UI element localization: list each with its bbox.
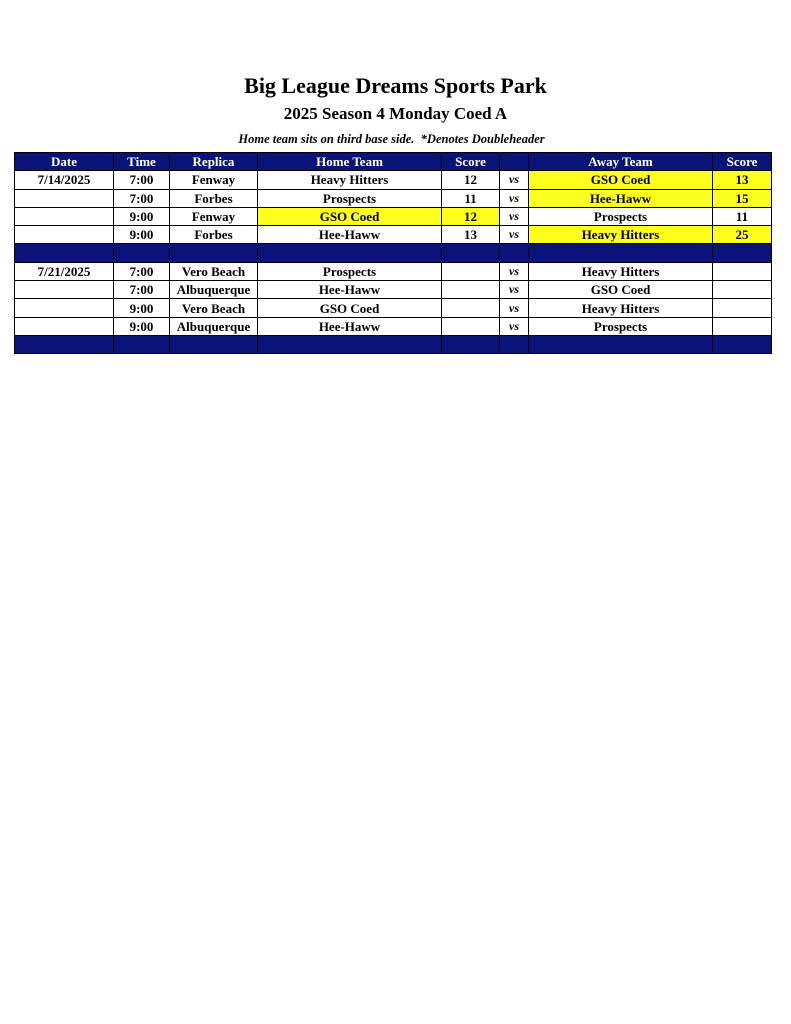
schedule-table	[14, 152, 772, 354]
replica-cell: Fenway	[170, 207, 258, 225]
replica-cell: Vero Beach	[170, 262, 258, 280]
column-header-date: Date	[15, 153, 114, 171]
home-team-cell: Prospects	[258, 262, 442, 280]
date-cell	[15, 317, 114, 335]
home-team-cell: Hee-Haww	[258, 226, 442, 244]
away-team-cell: Heavy Hitters	[529, 299, 713, 317]
column-header-replica: Replica	[170, 153, 258, 171]
column-header-home-team: Home Team	[258, 153, 442, 171]
separator-cell	[529, 244, 713, 262]
home-score-cell: 12	[442, 207, 500, 225]
vs-cell: vs	[500, 171, 529, 189]
column-header-away-team: Away Team	[529, 153, 713, 171]
time-cell: 9:00	[114, 226, 170, 244]
separator-cell	[258, 335, 442, 353]
replica-cell: Forbes	[170, 226, 258, 244]
schedule-body	[15, 171, 772, 354]
replica-cell: Albuquerque	[170, 317, 258, 335]
date-cell	[15, 226, 114, 244]
week-separator-row	[15, 335, 772, 353]
time-cell: 7:00	[114, 171, 170, 189]
home-team-cell: GSO Coed	[258, 299, 442, 317]
home-team-cell: GSO Coed	[258, 207, 442, 225]
game-row	[15, 207, 772, 225]
away-team-cell: Heavy Hitters	[529, 226, 713, 244]
away-team-cell: GSO Coed	[529, 171, 713, 189]
header-row	[15, 153, 772, 171]
vs-cell: vs	[500, 207, 529, 225]
separator-cell	[170, 335, 258, 353]
date-cell: 7/14/2025	[15, 171, 114, 189]
home-score-cell: 11	[442, 189, 500, 207]
vs-cell: vs	[500, 281, 529, 299]
away-team-cell: Heavy Hitters	[529, 262, 713, 280]
separator-cell	[170, 244, 258, 262]
vs-cell: vs	[500, 299, 529, 317]
schedule-note: Home team sits on third base side. *Denotes Doubleheader	[238, 132, 545, 146]
time-cell: 9:00	[114, 299, 170, 317]
away-score-cell: 13	[713, 171, 772, 189]
home-score-cell	[442, 262, 500, 280]
home-team-cell: Hee-Haww	[258, 317, 442, 335]
separator-cell	[442, 335, 500, 353]
home-team-cell: Hee-Haww	[258, 281, 442, 299]
away-team-cell: Hee-Haww	[529, 189, 713, 207]
date-cell: 7/21/2025	[15, 262, 114, 280]
home-team-cell: Prospects	[258, 189, 442, 207]
vs-cell: vs	[500, 189, 529, 207]
date-cell	[15, 281, 114, 299]
separator-cell	[500, 335, 529, 353]
away-score-cell: 15	[713, 189, 772, 207]
away-score-cell: 25	[713, 226, 772, 244]
separator-cell	[258, 244, 442, 262]
game-row	[15, 189, 772, 207]
home-team-cell: Heavy Hitters	[258, 171, 442, 189]
replica-cell: Forbes	[170, 189, 258, 207]
separator-cell	[500, 244, 529, 262]
vs-cell: vs	[500, 226, 529, 244]
page-subtitle: 2025 Season 4 Monday Coed A	[283, 104, 508, 123]
week-separator-row	[15, 244, 772, 262]
separator-cell	[114, 335, 170, 353]
game-row	[15, 262, 772, 280]
replica-cell: Albuquerque	[170, 281, 258, 299]
separator-cell	[15, 335, 114, 353]
time-cell: 7:00	[114, 189, 170, 207]
vs-cell: vs	[500, 317, 529, 335]
page-title: Big League Dreams Sports Park	[244, 73, 547, 98]
separator-cell	[114, 244, 170, 262]
date-cell	[15, 189, 114, 207]
away-score-cell	[713, 281, 772, 299]
home-score-cell: 12	[442, 171, 500, 189]
date-cell	[15, 299, 114, 317]
column-header-time: Time	[114, 153, 170, 171]
vs-cell: vs	[500, 262, 529, 280]
away-score-cell	[713, 262, 772, 280]
away-score-cell	[713, 299, 772, 317]
time-cell: 9:00	[114, 207, 170, 225]
time-cell: 7:00	[114, 262, 170, 280]
home-score-cell	[442, 299, 500, 317]
away-team-cell: GSO Coed	[529, 281, 713, 299]
separator-cell	[713, 335, 772, 353]
separator-cell	[442, 244, 500, 262]
separator-cell	[15, 244, 114, 262]
game-row	[15, 226, 772, 244]
time-cell: 9:00	[114, 317, 170, 335]
time-cell: 7:00	[114, 281, 170, 299]
game-row	[15, 299, 772, 317]
replica-cell: Vero Beach	[170, 299, 258, 317]
home-score-cell	[442, 317, 500, 335]
away-score-cell: 11	[713, 207, 772, 225]
column-header-home-score: Score	[442, 153, 500, 171]
away-team-cell: Prospects	[529, 317, 713, 335]
date-cell	[15, 207, 114, 225]
game-row	[15, 281, 772, 299]
separator-cell	[529, 335, 713, 353]
game-row	[15, 171, 772, 189]
home-score-cell	[442, 281, 500, 299]
away-team-cell: Prospects	[529, 207, 713, 225]
column-header-vs	[500, 153, 529, 171]
home-score-cell: 13	[442, 226, 500, 244]
replica-cell: Fenway	[170, 171, 258, 189]
game-row	[15, 317, 772, 335]
separator-cell	[713, 244, 772, 262]
away-score-cell	[713, 317, 772, 335]
column-header-away-score: Score	[713, 153, 772, 171]
